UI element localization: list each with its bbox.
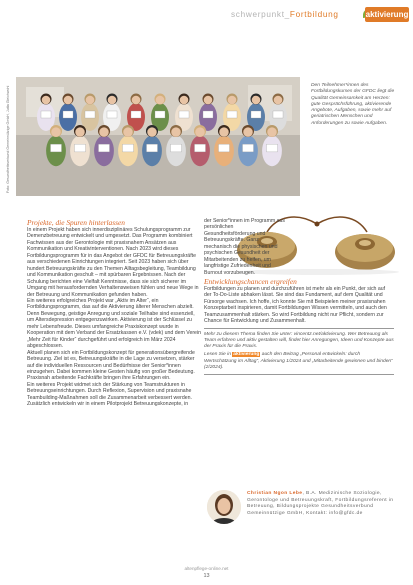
header-prefix: schwerpunkt_	[231, 10, 290, 19]
divider	[204, 374, 394, 375]
paragraph: der Senior*innen im Programm aus persönlichen Gesundheitsförderung und Betreuungskräfte. Ganz mechanisch die physischen und psychischen Gesundheit der Mitarbeitenden zu helfen, um langfristige Zufriedenheit und Burnout vorzubeugen.	[204, 218, 286, 276]
photo-caption: Den Teilnehmer*innen des Fortbildungskurses der GFDC liegt die Qualität Gemeinsamkeit am Herzen: gute Gesprächsführung, aktivierende Angebote, Aufgaben, sowie mehr auf geriatrischen Menschen und Anforderungen zu sowie Aufgaben.	[311, 83, 395, 126]
paragraph: Fortbildungen zu planen und durchzuführen ist mehr als ein Punkt, der sich auf der To-Do-Liste abhaken lässt. Sie sind das Fundament, auf dem Qualität und Fürsorge wachsen. Ich hoffe, ich konnte Sie mit Beispielen meiner praxisnahen Konzeptarbeit inspirieren, damit Fortbildungen Wissen vermitteln, und auch den Teamzusammenhalt stärken. So wird Fortbildung nicht nur Pflicht, sondern zur Chance für Entwicklung und Zusammenhalt.	[204, 286, 387, 325]
note-prefix: Lesen Sie in	[204, 352, 231, 358]
section-title: Projekte, die Spuren hinterlassen	[27, 218, 125, 227]
section-title: Entwicklungschancen ergreifen	[204, 277, 297, 286]
author-portrait	[207, 490, 241, 524]
magazine-logo: aktivierung	[365, 7, 409, 22]
info-note	[204, 332, 394, 351]
group-photo	[16, 77, 300, 196]
divider	[204, 328, 394, 329]
paragraph: In einem Projekt haben sich innerdisziplinäres Schulungsprogramm zur Demenzbetreuung entwickelt und umgesetzt. Das Programm kombiniert Fachwissen aus der Gerontologie mit praxisnahem Ansätzen aus Kommunikation und Kreativinterventionen. Nach 2023 wird dieses Fortbildungsprogramm für in das Angebot der GFDC für Betreuungskräfte aus verschiedenen Einrichtungen integriert. Seit 2023 haben sich über hundert Betreuungskräfte zu den Themen Alltagsbegleitung, Teambildung und Kommunikation geschult – mit spürbaren Ergebnissen. Nach der Schulung berichten eine Vielfalt Kenntnisse, dass sie sich sicherer im Umgang mit herausfordernden Verhaltensweisen fühlen und neue Wege in der Betreuung und Kommunikation gefunden haben.	[27, 227, 199, 298]
author-bio: Christian Ngon Lebe, B.A. Medizinische Soziologie, Gerontologe und Betreuungskraft, Fortbildungsreferent in Betreuung, Bildungsprojekte Gesundheitsverbund Gemeinnützige GmbH, Kontakt: info@gfdc.de	[247, 491, 394, 516]
article-column-right	[204, 277, 394, 378]
footer-url: altenpflege-online.net	[184, 566, 229, 571]
photo-credit: Foto: Gesundheitsverbund Gemeinnützige GmbH, Jutta Gleichwohl	[6, 85, 10, 193]
header-category	[231, 10, 339, 19]
group-photo-image	[16, 77, 300, 196]
magazine-name-highlight: aktivierung	[233, 352, 260, 358]
page-number: 13	[203, 573, 210, 579]
note-text: auch den Beitrag „Personal entwickeln: durch Wertschätzung im Alltag“, Aktivierung 1/2024 und „Mitarbeitende gewinnen und binden“ (2/2024).	[204, 352, 393, 370]
paragraph: Ein weiteres erfolgreiches Projekt war „Aktiv im Alter“, ein Fortbildungsprogramm, das auf die Aktivierung älterer Menschen abzielt. Denn Bewegung, geistige Anregung und soziale Teilhabe sind essenziell, um Altersdepression entgegenzuwirken. Aktivierung ist der Schlüssel zu mehr Lebensfreude. Dieses umfangreiche Praxiskonzept wurde in Kooperation mit dem Verband der Ersatzkassen e.V. (vdek) und dem Verein „Mehr Zeit für Kinder“ durchgeführt und erfolgreich im März 2024 abgeschlossen.	[27, 297, 201, 350]
note-text: Mehr zu diesem Thema finden Sie unter: vincentz.net/aktivierung. Wer Betreuung als Team erfahren und aktiv gestalten will, findet hier Anregungen, Ideen und Konzepte aus der Praxis für die Praxis.	[204, 331, 394, 350]
article-column-right-top	[204, 218, 286, 276]
article-column-left	[27, 218, 202, 408]
avatar	[207, 490, 241, 524]
paragraph: Aktuell planen sich ein Fortbildungskonzept für generationsübergreifende Betreuung. Ziel ist es, Betreuungskräfte in die Lage zu versetzen, stärker auf die individuellen Ressourcen und Bedürfnisse der Senior*innen einzugehen. Dabei kommen kleine Gesten häufig von großer Bedeutung. Praxisnah arbeitende Fachkräfte bringen ihre Erfahrungen ein.	[27, 349, 195, 382]
header-topic: Fortbildung	[289, 10, 339, 19]
page-header	[231, 4, 413, 26]
author-details: B.A. Medizinische Soziologie, Gerontologe und Betreuungskraft, Fortbildungsreferent in Betreuung, Bildungsprojekte Gesundheitsverbund Gemeinnützige GmbH, Kontakt: info@gfdc.de	[247, 491, 394, 516]
author-name: Christian Ngon Lebe	[247, 491, 303, 496]
paragraph: Ein weiteres Projekt widmet sich der Stärkung von Teamstrukturen in Betreuungseinrichtungen. Durch Reflexion, Supervision und praxisnahe Teambuilding-Maßnahmen soll die Zusammenarbeit verbessert werden. Zusätzlich entwickeln wir in einem Pilotprojekt Betreuungskonzepte, in	[27, 381, 192, 408]
reading-tip	[204, 352, 394, 371]
